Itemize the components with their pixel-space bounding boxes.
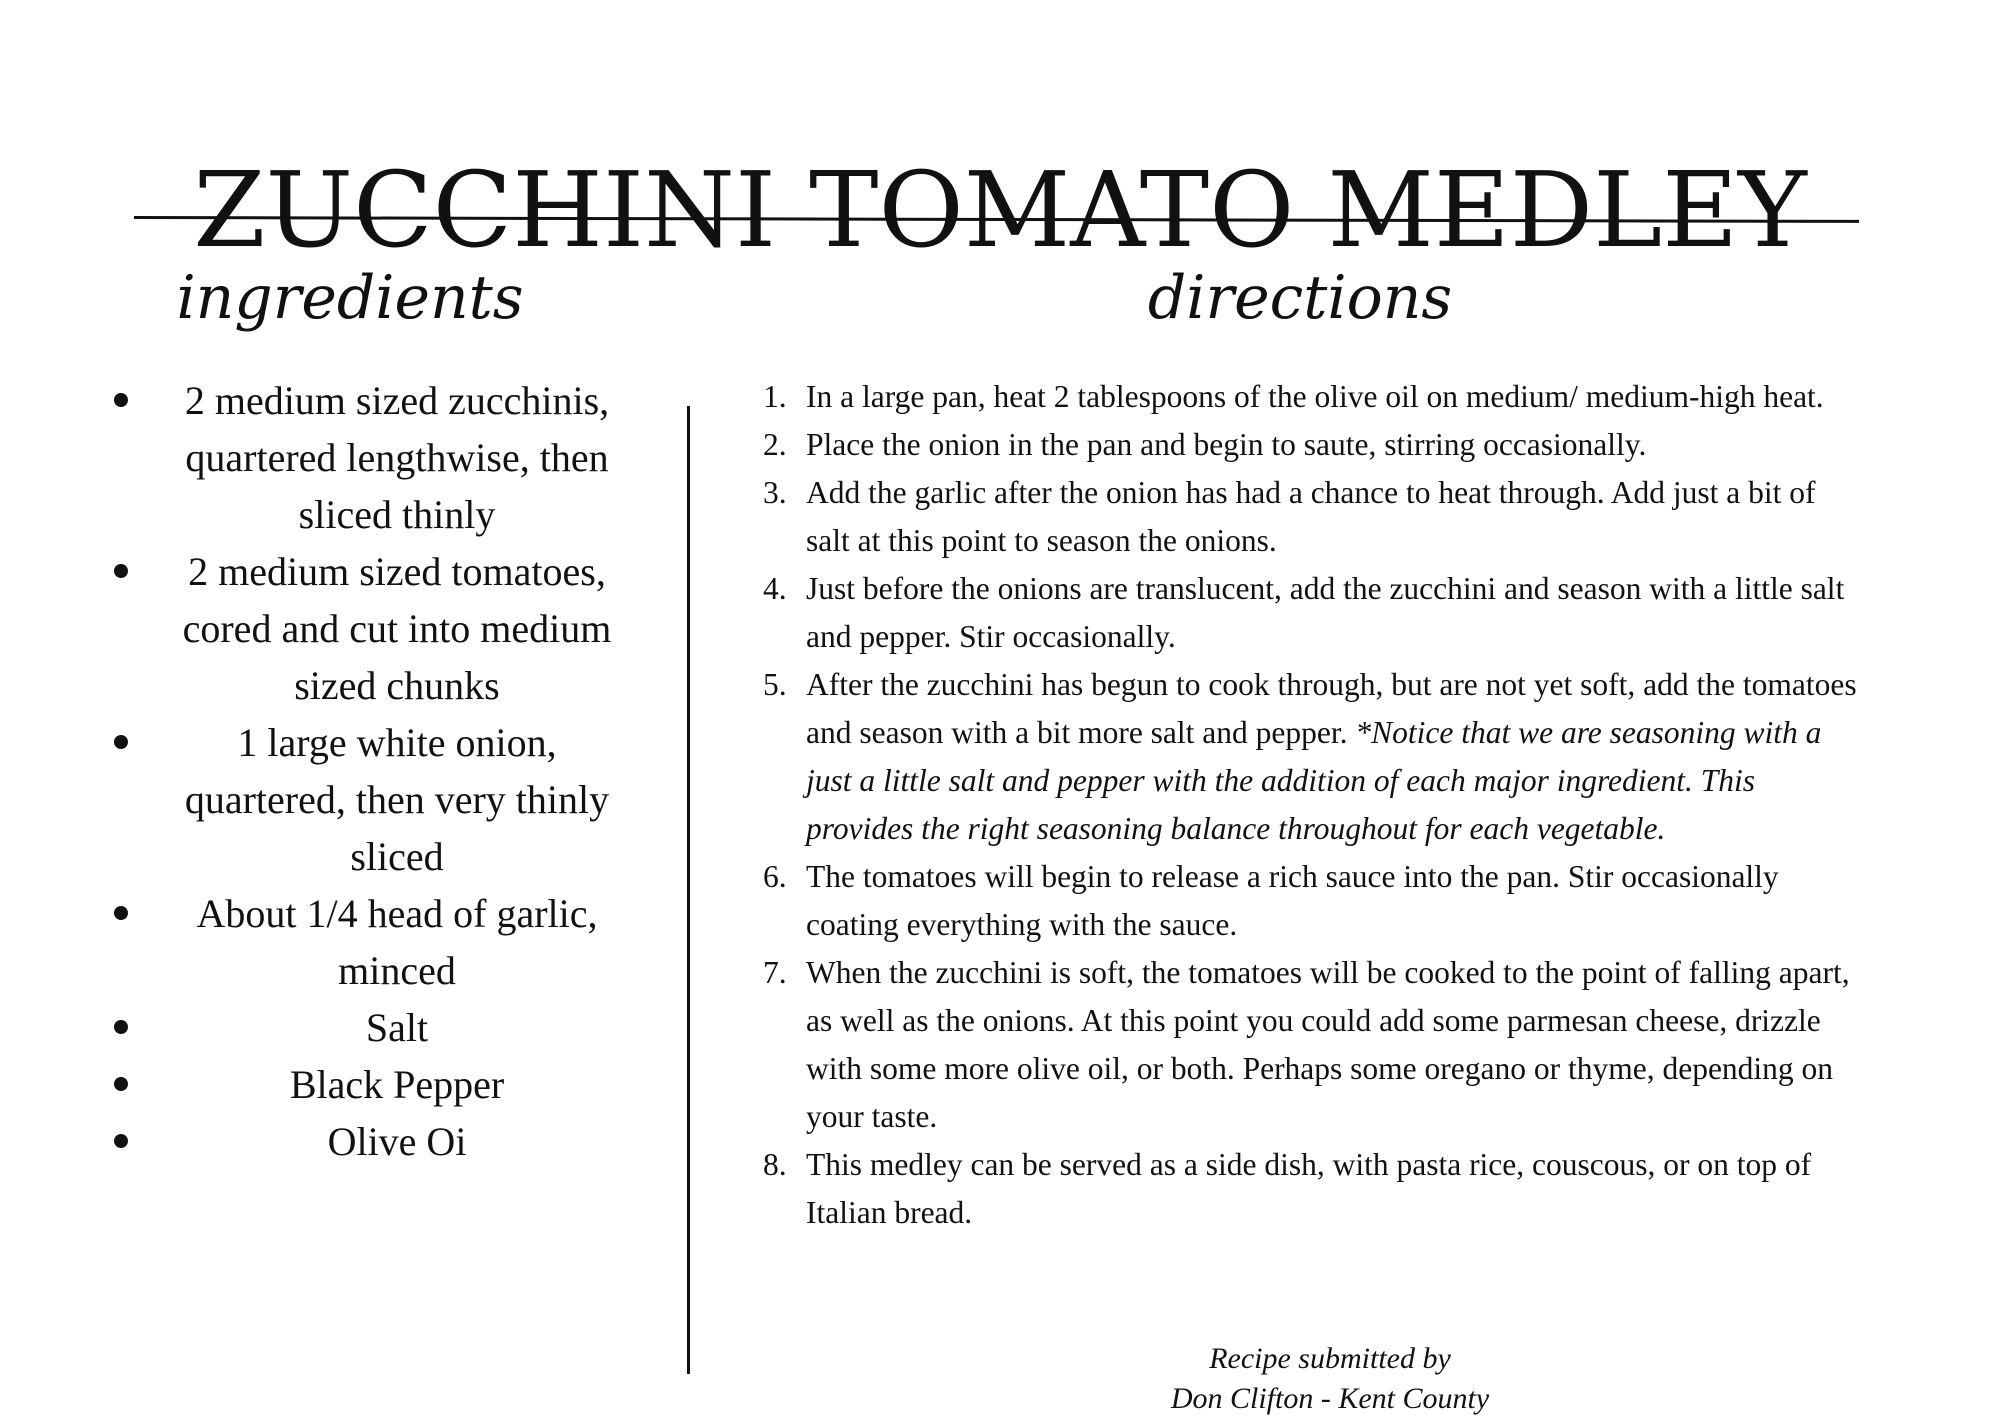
step-text: When the zucchini is soft, the tomatoes will be cooked to the point of falling apart, as well as the onions. At this point you could add some parmesan cheese, drizzle with some more olive oil, or both. Perhaps some oregano or thyme, depending on your taste. [806,955,1850,1134]
ingredients-list [100,372,630,1170]
ingredient-item: 2 medium sized zucchinis, quartered lengthwise, then sliced thinly [100,372,630,543]
step-number: 7. [763,955,787,990]
ingredient-item: Salt [100,999,630,1056]
step-text: Place the onion in the pan and begin to saute, stirring occasionally. [806,427,1647,462]
ingredient-item: Olive Oi [100,1113,630,1170]
step-text: Add the garlic after the onion has had a chance to heat through. Add just a bit of salt at this point to season the onions. [806,475,1816,558]
step-text: After the zucchini has begun to cook through, but are not yet soft, add the tomatoes and season with a bit more salt and pepper. [806,667,1857,750]
direction-step [763,949,1860,1141]
direction-step [763,565,1860,661]
directions-heading: directions [1147,263,1453,333]
direction-step [763,469,1860,565]
directions-list [763,373,1860,1237]
ingredient-item: Black Pepper [100,1056,630,1113]
step-number: 5. [763,667,787,702]
ingredient-item: About 1/4 head of garlic, minced [100,885,630,999]
recipe-credit [1030,1339,1630,1419]
credit-line-1: Recipe submitted by [1209,1342,1451,1375]
step-text: This medley can be served as a side dish, with pasta rice, couscous, or on top of Italian bread. [806,1147,1812,1230]
step-text: Just before the onions are translucent, add the zucchini and season with a little salt and pepper. Stir occasionally. [806,571,1845,654]
page-title: ZUCCHINI TOMATO MEDLEY [193,148,1807,271]
step-number: 2. [763,427,787,462]
step-text: The tomatoes will begin to release a rich sauce into the pan. Stir occasionally coating everything with the sauce. [806,859,1779,942]
step-number: 1. [763,379,787,414]
ingredient-item: 2 medium sized tomatoes, cored and cut into medium sized chunks [100,543,630,714]
direction-step [763,853,1860,949]
direction-step [763,373,1860,421]
step-number: 3. [763,475,787,510]
step-note: *Notice that we are seasoning with a just a little salt and pepper with the addition of each major ingredient. This provides the right seasoning balance throughout for each vegetable. [806,715,1822,846]
direction-step [763,661,1860,853]
credit-line-2: Don Clifton - Kent County [1170,1382,1490,1415]
step-text: In a large pan, heat 2 tablespoons of the olive oil on medium/ medium-high heat. [806,379,1824,414]
direction-step [763,1141,1860,1237]
ingredient-item: 1 large white onion, quartered, then very thinly sliced [100,714,630,885]
step-number: 8. [763,1147,787,1182]
ingredients-heading: ingredients [176,263,524,333]
step-number: 4. [763,571,787,606]
direction-step [763,421,1860,469]
step-number: 6. [763,859,787,894]
column-divider [687,406,690,1374]
